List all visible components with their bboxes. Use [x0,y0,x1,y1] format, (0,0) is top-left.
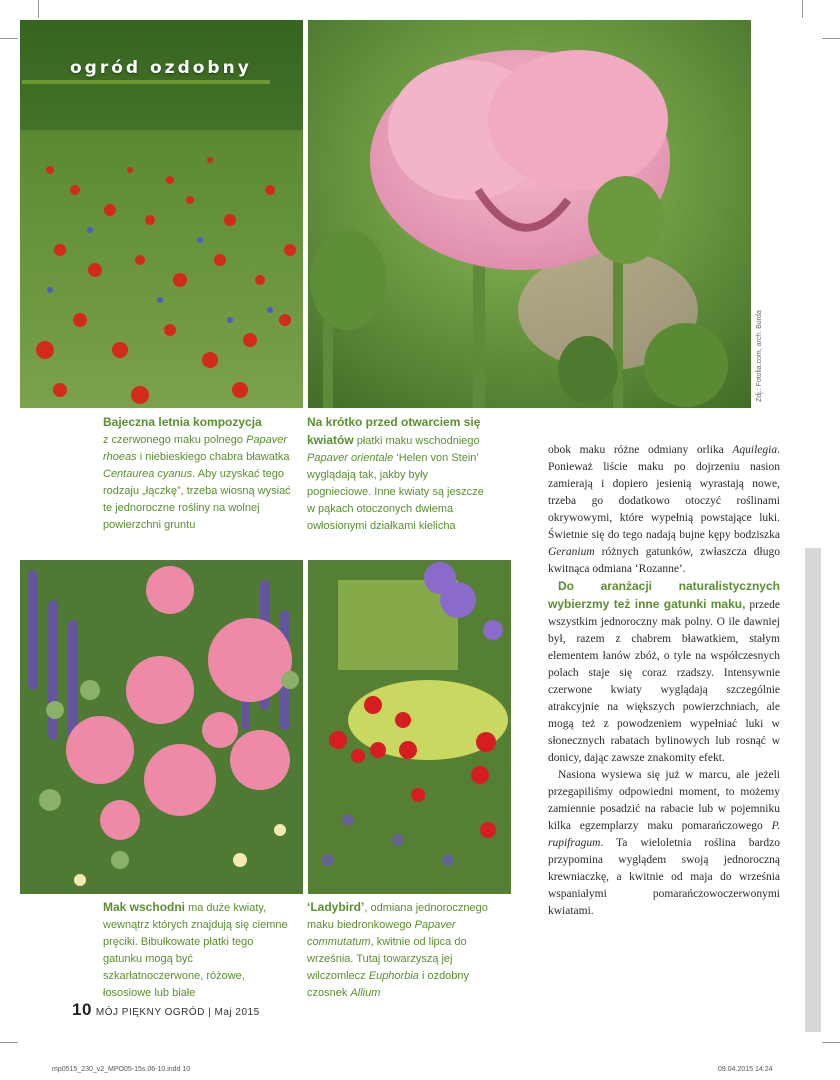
caption-text: ma duże kwiaty, wewnątrz których znajdują się ciemne pręciki. Bibułkowate płatki tego gatunku mogą być szkarłatnoczerwone, różowe, łososiowe lub białe [103,902,288,999]
photo-ladybird-poppies [308,560,511,894]
caption-text: z czerwonego maku polnego [103,434,247,446]
section-rule [22,80,270,84]
body-text: obok maku różne odmiany orlika [548,444,733,456]
paragraph [548,578,780,767]
slug-left: mp0515_230_v2_MPO05-15s.06-10.indd 10 [52,1066,191,1073]
caption-latin: Papaver orientale [307,452,394,464]
photo-poppy-meadow [20,20,303,408]
caption-lead: Mak wschodni [103,900,186,914]
caption-ladybird [307,899,493,1002]
caption-oriental-poppy [103,899,295,1002]
caption-latin: Papaver commutatum [307,919,456,948]
body-text: . Ponieważ liście maku po dojrzeniu nasion zamierają i dopiero jesienią wyrastają nowe, trzeba go dodatkowo otoczyć roślinami okrywowymi, które wypełnią powstające luki. Świetnie się do tego nadają bujne kępy bodziszka [548,444,780,541]
caption-meadow [103,414,295,534]
caption-lead: Bajeczna letnia kompozycja [103,415,262,429]
page-edge-bar [805,548,821,1032]
paragraph [548,442,780,578]
article-body [548,442,780,920]
paragraph [548,767,780,920]
body-text: różnych gatunków, zwłaszcza długo kwitnąca odmiana ‘Rozanne’. [548,546,780,575]
caption-latin: Centaurea cyanus [103,468,193,480]
crop-mark [822,1042,840,1043]
caption-lead: Na krótko przed otwarciem się kwiatów [307,415,481,447]
crop-mark [0,38,18,39]
body-latin: Aquilegia [732,444,778,456]
section-tag: ogród ozdobny [70,58,252,78]
photo-credit: Zdj.: Fotolia.com, arch. Burda [756,310,763,402]
caption-lead: ‘Ladybird’ [307,900,365,914]
body-text: . Ta wieloletnia roślina bardzo przypomina wyglądem swoją jednoroczną krewniaczkę, a kwitnie od maja do września wspaniałymi pomarańczowoczerwonymi kwiatami. [548,837,780,917]
caption-latin: Papaver rhoeas [103,434,288,463]
crop-mark [822,38,840,39]
body-latin: Geranium [548,546,595,558]
caption-text: i niebieskiego chabra bławatka [136,451,290,463]
crop-mark [0,1042,18,1043]
crop-mark [38,0,39,18]
caption-text: i ozdobny czosnek [307,970,470,999]
page-footer [72,1000,260,1020]
crop-mark [802,0,803,18]
body-latin: P. rupifragum [548,820,780,849]
caption-text: , kwitnie od lipca do września. Tutaj towarzyszą jej wilczomlecz [307,936,467,982]
body-lead: Do aranżacji naturalistycznych wybierzmy też inne gatunki maku, [548,579,780,611]
photo-pink-poppy [308,20,751,408]
caption-text: , odmiana jednorocznego maku biedronkowego [307,902,488,931]
caption-text: . Aby uzyskać tego rodzaju „łączkę”, trzeba wiosną wysiać te jednoroczne rośliny na wolnej powierzchni gruntu [103,468,291,531]
page-number: 10 [72,1000,92,1019]
caption-latin: Euphorbia [368,970,419,982]
footer-text: MÓJ PIĘKNY OGRÓD | Maj 2015 [95,1007,260,1018]
photo-oriental-poppies [20,560,303,894]
caption-text: płatki maku wschodniego [353,435,480,447]
caption-pink-poppy [307,414,489,535]
caption-text: ‘Helen von Stein’ wyglądają tak, jakby były pognieciowe. Inne kwiaty są jeszcze w pąkach otoczonych dwiema owłosionymi działkami kielicha [307,452,484,532]
caption-latin: Allium [350,987,381,999]
slug-right: 09.04.2015 14:24 [718,1066,773,1073]
body-text: przede wszystkim jednoroczny mak polny. O ile dawniej był, razem z chabrem bławatkiem, stałym elementem łanów zbóż, o tyle na współczesnych polach staje się coraz rzadszy. Intensywnie czerwone kwiaty wyglądają szczególnie atrakcyjnie na większych powierzchniach, ale mogą też z powodzeniem wypełniać luki w słonecznych rabatach bylinowych lub rosnąć w donicy, dając zawsze znakomity efekt. [548,599,780,764]
body-text: Nasiona wysiewa się już w marcu, ale jeżeli przegapiliśmy odpowiedni moment, to możemy zamiennie posadzić na rabacie lub w pojemniku kilka egzemplarzy maku pomarańczowego [548,769,780,832]
